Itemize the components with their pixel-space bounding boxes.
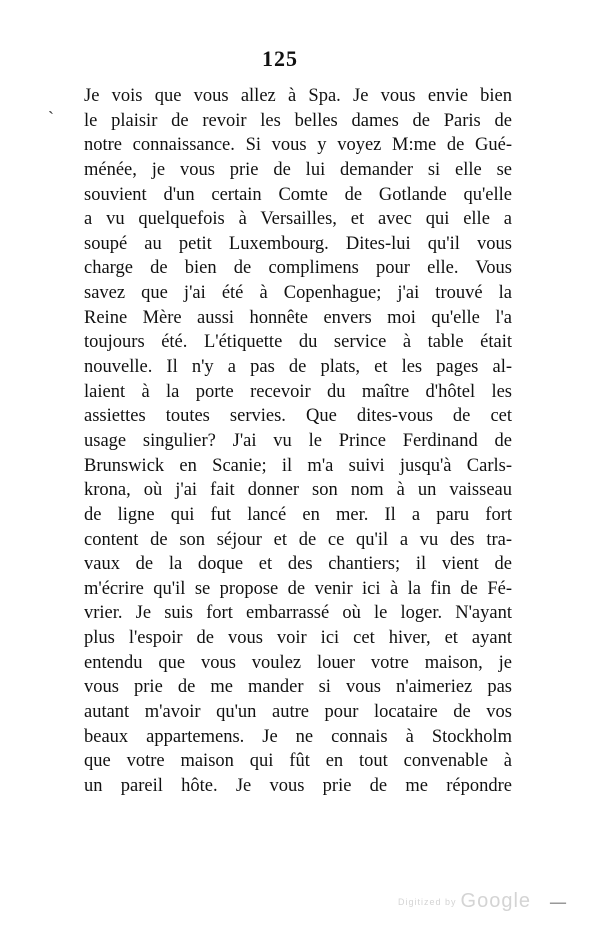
- text-line: plus l'espoir de vous voir ici cet hiver, et ayant: [84, 628, 512, 649]
- text-line: le plaisir de revoir les belles dames de Paris de: [84, 110, 512, 131]
- text-line: ménée, je vous prie de lui demander si elle se: [84, 159, 512, 180]
- text-line: que votre maison qui fût en tout convenable à: [84, 751, 512, 772]
- text-line: a vu quelquefois à Versailles, et avec qui elle a: [84, 209, 512, 230]
- text-line: de ligne qui fut lancé en mer. Il a paru fort: [84, 504, 512, 525]
- text-line: entendu que vous voulez louer votre maison, je: [84, 652, 512, 673]
- text-line: un pareil hôte. Je vous prie de me répondre: [84, 775, 512, 796]
- text-line: assiettes toutes servies. Que dites-vous de cet: [84, 406, 512, 427]
- text-line: Reine Mère aussi honnête envers moi qu'elle l'a: [84, 307, 512, 328]
- text-line: Je vois que vous allez à Spa. Je vous envie bien: [84, 86, 512, 106]
- footer-mark: —: [550, 894, 566, 911]
- text-line: soupé au petit Luxembourg. Dites-lui qu'il vous: [84, 233, 512, 254]
- text-line: m'écrire qu'il se propose de venir ici à la fin de Fé-: [84, 578, 512, 599]
- text-line: charge de bien de complimens pour elle. Vous: [84, 258, 512, 279]
- text-line: vous prie de me mander si vous n'aimeriez pas: [84, 677, 512, 698]
- watermark-brand: Google: [460, 890, 532, 912]
- text-line: content de son séjour et de ce qu'il a vu des tra-: [84, 529, 512, 550]
- text-line: nouvelle. Il n'y a pas de plats, et les pages al-: [84, 357, 512, 378]
- text-line: Brunswick en Scanie; il m'a suivi jusqu'à Carls-: [84, 455, 512, 476]
- text-line: toujours été. L'étiquette du service à table était: [84, 332, 512, 353]
- text-line: beaux appartemens. Je ne connais à Stockholm: [84, 726, 512, 747]
- page-number: 125: [262, 46, 298, 71]
- text-line: vaux de la doque et des chantiers; il vient de: [84, 554, 512, 575]
- text-line: souvient d'un certain Comte de Gotlande qu'elle: [84, 184, 512, 205]
- watermark-prefix: Digitized by: [398, 896, 457, 907]
- text-line: savez que j'ai été à Copenhague; j'ai trouvé la: [84, 283, 512, 304]
- text-line: krona, où j'ai fait donner son nom à un vaisseau: [84, 480, 512, 501]
- body-text: [84, 84, 512, 799]
- text-line: usage singulier? J'ai vu le Prince Ferdinand de: [84, 430, 512, 451]
- margin-mark: ˏ: [48, 94, 54, 114]
- text-line: laient à la porte recevoir du maître d'hôtel les: [84, 381, 512, 402]
- text-line: notre connaissance. Si vous y voyez M:me de Gué-: [84, 135, 512, 156]
- text-line: vrier. Je suis fort embarrassé où le loger. N'ayant: [84, 603, 512, 624]
- google-watermark: [398, 890, 531, 913]
- text-line: autant m'avoir qu'un autre pour locataire de vos: [84, 702, 512, 723]
